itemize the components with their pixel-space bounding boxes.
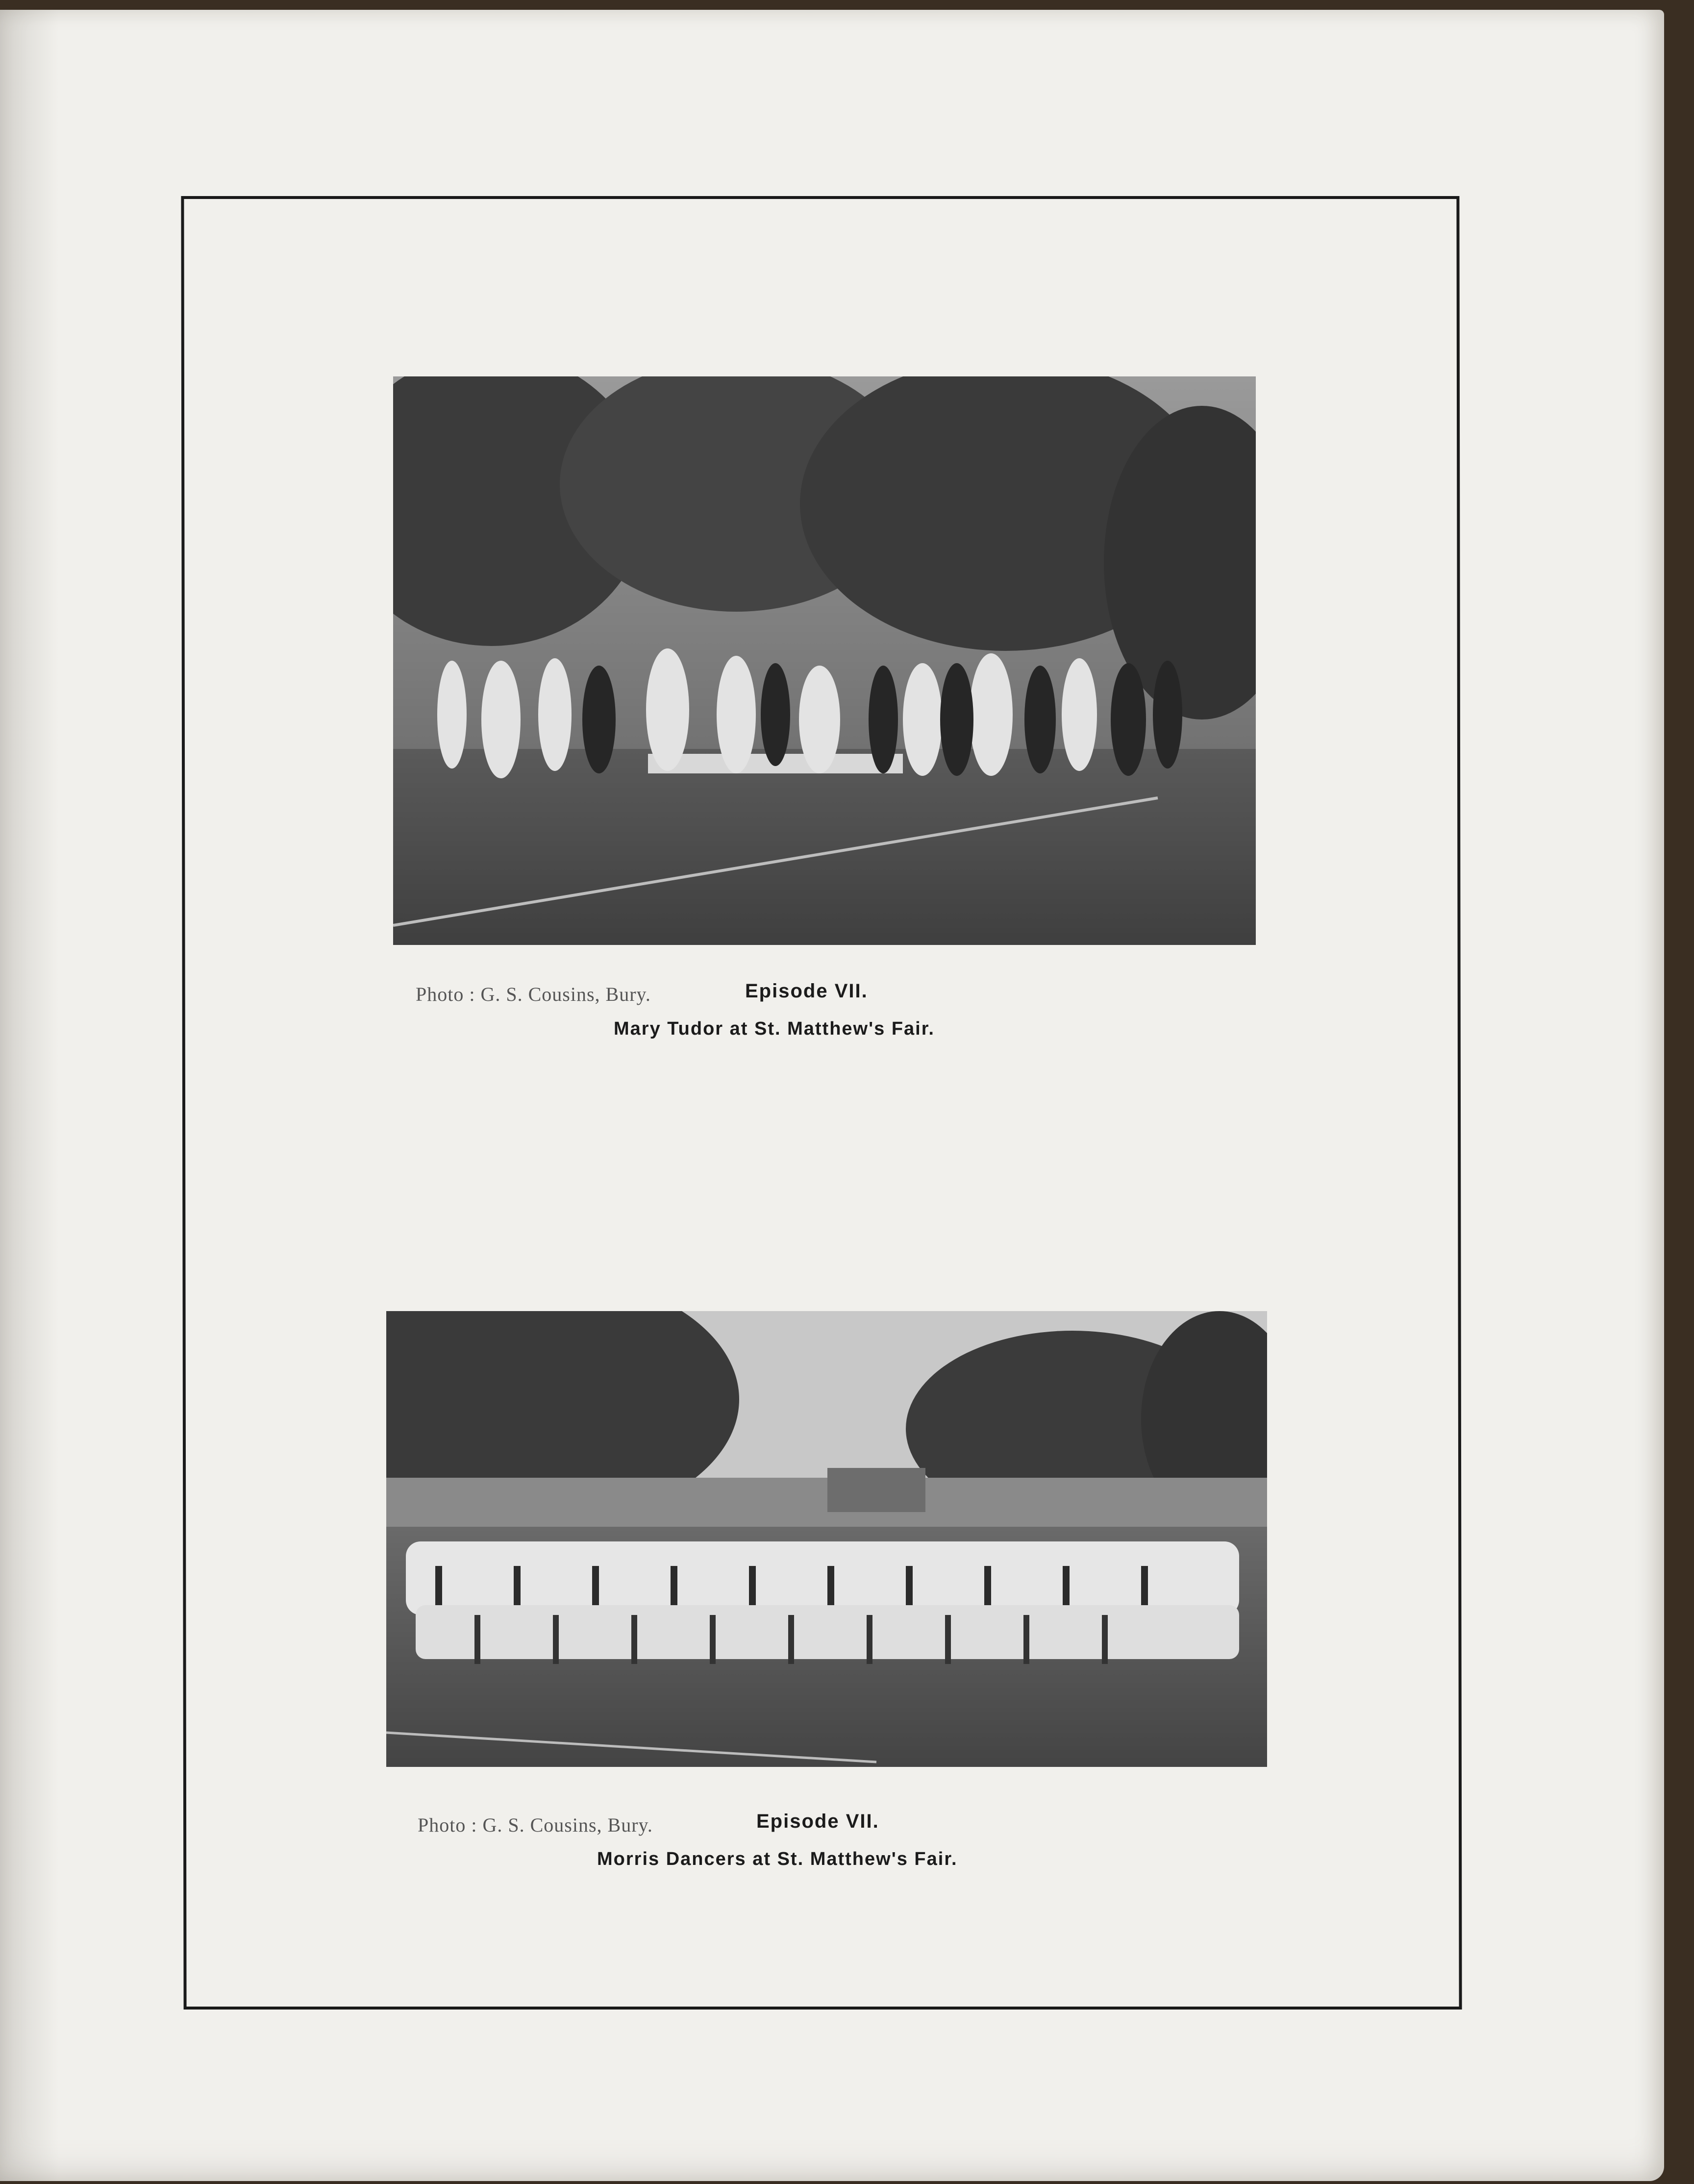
episode-label-1: Episode VII.	[745, 980, 868, 1002]
photo-credit-1: Photo : G. S. Cousins, Bury.	[416, 983, 651, 1005]
photo-credit-2: Photo : G. S. Cousins, Bury.	[418, 1814, 653, 1836]
binding-shadow	[0, 10, 59, 2181]
caption-2: Morris Dancers at St. Matthew's Fair.	[597, 1849, 958, 1869]
programme-page	[0, 10, 1664, 2181]
photo-morris-dancers	[386, 1311, 1267, 1767]
photo-mary-tudor	[393, 376, 1256, 945]
episode-label-2: Episode VII.	[756, 1811, 879, 1832]
caption-1: Mary Tudor at St. Matthew's Fair.	[614, 1018, 935, 1039]
